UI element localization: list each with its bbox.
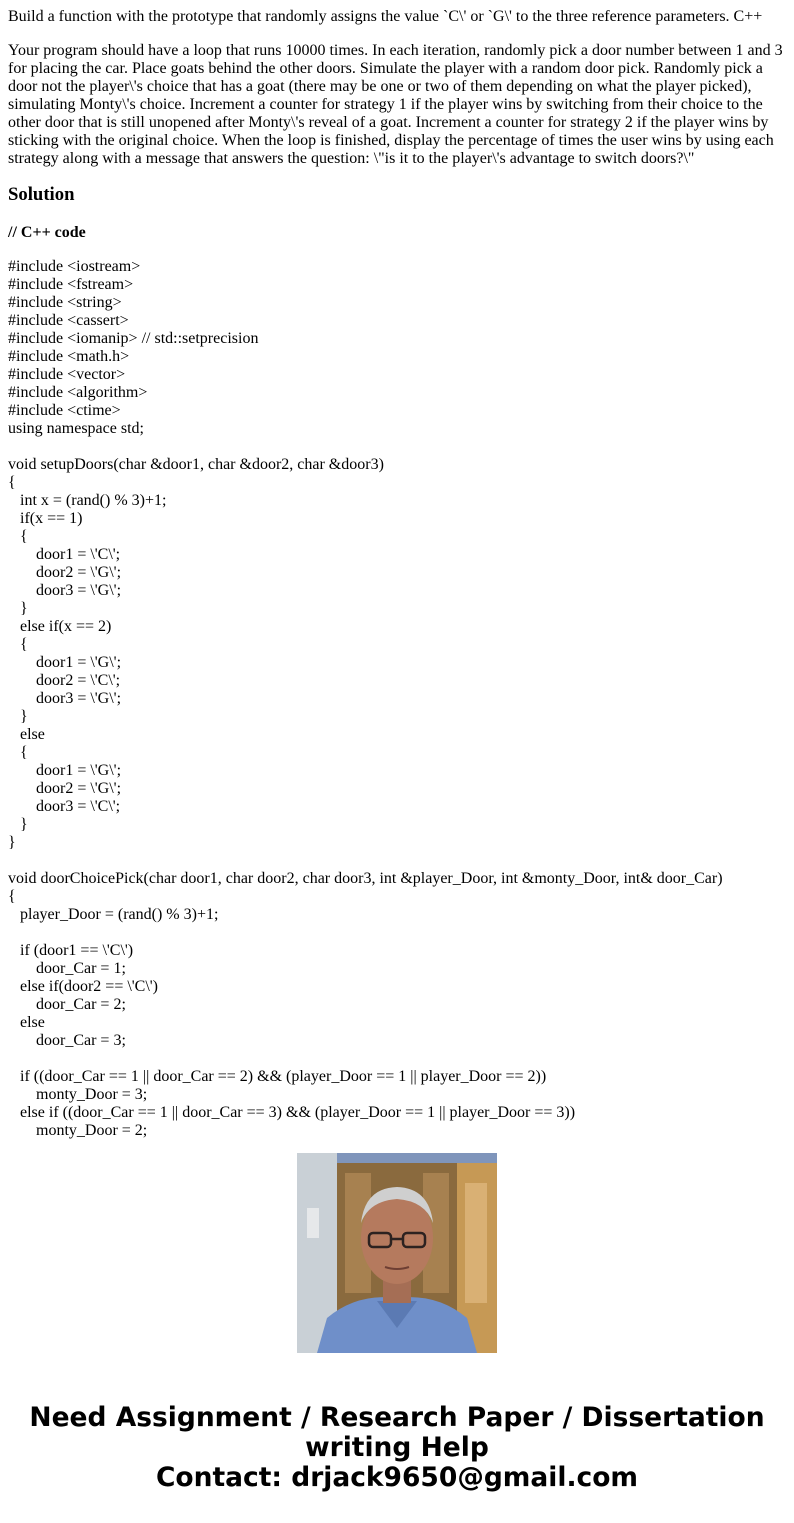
code-block [8,870,788,1140]
code-line [8,924,788,942]
code-line: door_Car = 1; [8,960,126,977]
code-line: #include <cassert> [8,312,129,329]
code-line: door1 = \'G\'; [8,654,122,671]
code-line: #include <fstream> [8,276,134,293]
contact-line: Contact: drjack9650@gmail.com [155,1462,639,1493]
code-line: door_Car = 2; [8,996,126,1013]
code-line: else if(door2 == \'C\') [8,978,159,995]
code-line: { [8,474,16,491]
code-line: void setupDoors(char &door1, char &door2, char &door3) [8,456,384,473]
code-line: } [8,708,28,725]
author-avatar [297,1153,497,1353]
code-line: else if ((door_Car == 1 || door_Car == 3) && (player_Door == 1 || player_Door == 3)) [8,1104,576,1121]
code-line: if (door1 == \'C\') [8,942,134,959]
code-line: door_Car = 3; [8,1032,126,1049]
code-line: #include <vector> [8,366,126,383]
code-line: #include <math.h> [8,348,130,365]
promo-line-2: writing Help [305,1432,489,1463]
code-line: door2 = \'G\'; [8,564,122,581]
code-line: door1 = \'C\'; [8,546,121,563]
promo-footer [0,1403,794,1493]
code-line: door3 = \'G\'; [8,582,122,599]
question-section [8,8,788,168]
code-line: } [8,834,16,851]
code-line: int x = (rand() % 3)+1; [8,492,167,509]
code-line: if(x == 1) [8,510,83,527]
code-block [8,258,788,438]
code-line: door2 = \'C\'; [8,672,121,689]
code-line: #include <ctime> [8,402,121,419]
code-line: { [8,888,16,905]
code-line: #include <string> [8,294,122,311]
code-line: } [8,816,28,833]
code-line: #include <algorithm> [8,384,148,401]
code-line: using namespace std; [8,420,144,437]
code-line: monty_Door = 3; [8,1086,148,1103]
document-content [8,0,788,1139]
code-line: void doorChoicePick(char door1, char door2, char door3, int &player_Door, int &monty_Door, int& door_Car) [8,870,723,887]
code-block [8,456,788,852]
code-line: if ((door_Car == 1 || door_Car == 2) && (player_Door == 1 || player_Door == 2)) [8,1068,547,1085]
code-listing [8,258,788,1140]
promo-line-1: Need Assignment / Research Paper / Dissertation [29,1402,765,1433]
code-line: door3 = \'C\'; [8,798,121,815]
code-line: player_Door = (rand() % 3)+1; [8,906,219,923]
code-line: { [8,528,28,545]
question-title: Build a function with the prototype that randomly assigns the value `C\' or `G\' to the three reference parameters. C++ [8,8,763,25]
code-line: door3 = \'G\'; [8,690,122,707]
code-line: else [8,726,45,743]
code-line: #include <iostream> [8,258,141,275]
person-portrait-icon [297,1153,497,1353]
code-line: { [8,636,28,653]
code-line: door2 = \'G\'; [8,780,122,797]
code-line: monty_Door = 2; [8,1122,148,1139]
code-line: } [8,600,28,617]
code-line: else [8,1014,45,1031]
question-body: Your program should have a loop that runs 10000 times. In each iteration, randomly pick a door number between 1 and 3 for placing the car. Place goats behind the other doors. Simulate the player with a random door pick. Randomly pick a door not the player\'s choice that has a goat (there may be one or two of them depending on what the player picked), simulating Monty\'s choice. Increment a counter for strategy 1 if the player wins by switching from their choice to the other door that is still unopened after Monty\'s reveal of a goat. Increment a counter for strategy 2 if the player wins by sticking with the original choice. When the loop is finished, display the percentage of times the user wins by using each strategy along with a message that answers the question: \"is it to the player\'s advantage to switch doors?\" [8,42,783,167]
code-line: #include <iomanip> // std::setprecision [8,330,259,347]
code-line: { [8,744,28,761]
code-line: else if(x == 2) [8,618,112,635]
code-line [8,1050,788,1068]
code-line: door1 = \'G\'; [8,762,122,779]
code-comment: // C++ code [8,224,86,241]
solution-heading: Solution [8,184,75,205]
